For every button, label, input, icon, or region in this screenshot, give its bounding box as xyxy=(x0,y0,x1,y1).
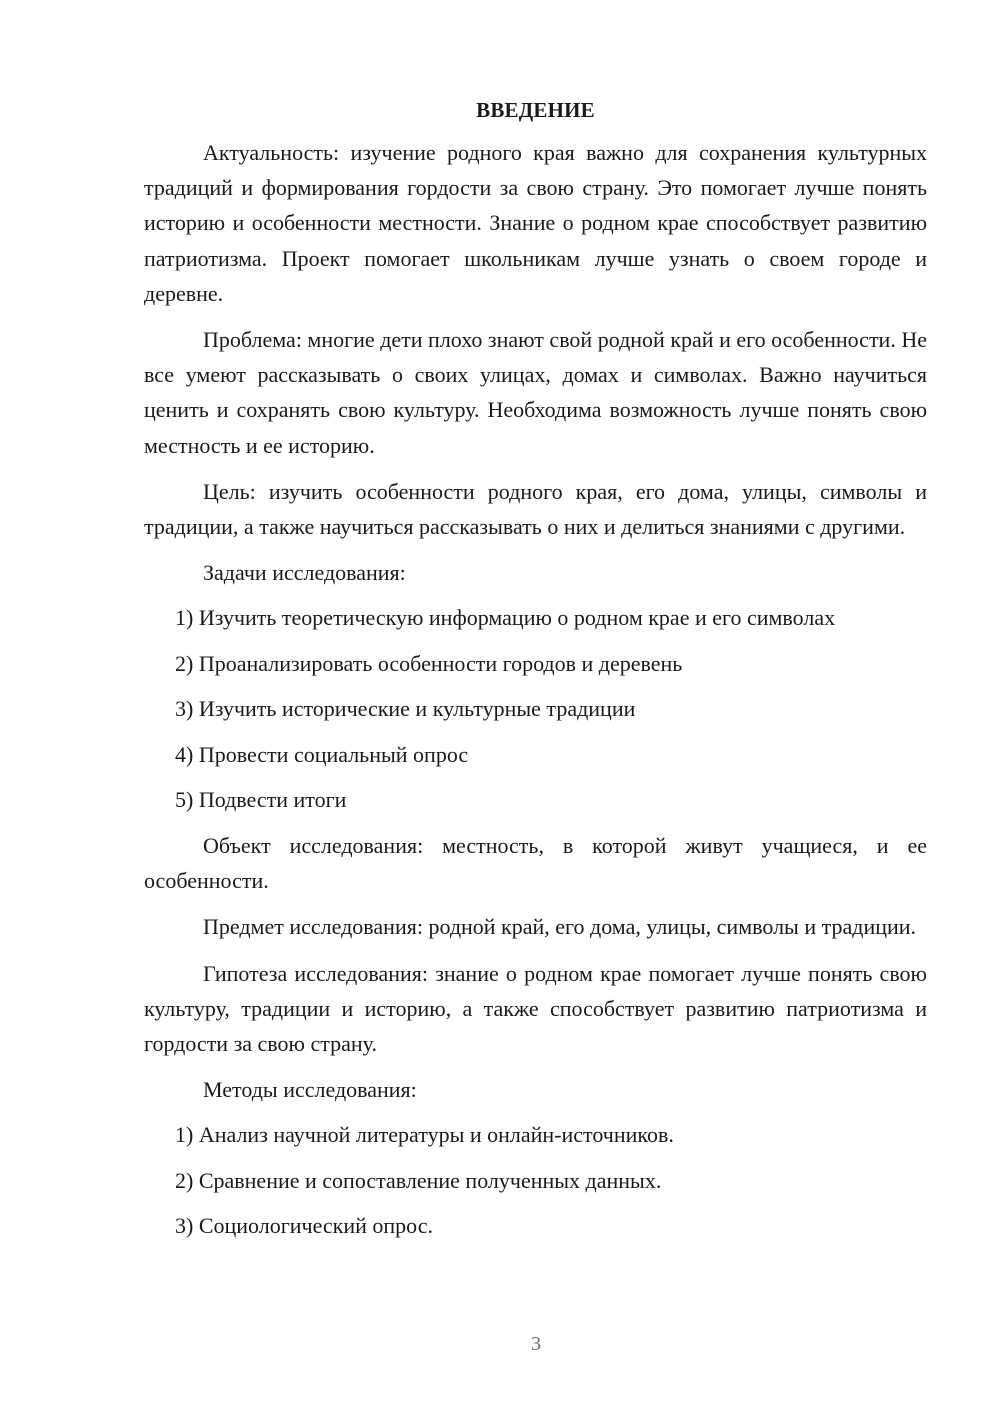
hypothesis-paragraph: Гипотеза исследования: знание о родном крае помогает лучше понять свою культуру, традиции и историю, а также способствует развитию патриотизма и гордости за свою страну. xyxy=(144,960,927,1056)
list-item: 4) Провести социальный опрос xyxy=(175,741,469,767)
page-number: 3 xyxy=(531,1333,541,1355)
problem-paragraph: Проблема: многие дети плохо знают свой родной край и его особенности. Не все умеют рассказывать о своих улицах, домах и символах. Важно научиться ценить и сохранять свою культуру. Необходима возможность лучше понять свою местность и ее историю. xyxy=(144,327,927,458)
list-item: 2) Сравнение и сопоставление полученных данных. xyxy=(175,1167,662,1193)
list-item: 5) Подвести итоги xyxy=(175,787,347,813)
relevance-paragraph: Актуальность: изучение родного края важно для сохранения культурных традиций и формирования гордости за свою страну. Это помогает лучше понять историю и особенности местности. Знание о родном крае способствует развитию патриотизма. Проект помогает школьникам лучше узнать о своем городе и деревне. xyxy=(144,140,927,306)
list-item: 1) Изучить теоретическую информацию о родном крае и его символах xyxy=(175,605,836,631)
tasks-list xyxy=(144,600,927,817)
list-item: 1) Анализ научной литературы и онлайн-источников. xyxy=(175,1122,674,1148)
list-item: 2) Проанализировать особенности городов и деревень xyxy=(175,650,683,676)
page-title: ВВЕДЕНИЕ xyxy=(476,98,595,122)
methods-heading: Методы исследования: xyxy=(203,1077,417,1103)
list-item: 3) Изучить исторические и культурные традиции xyxy=(175,696,636,722)
list-item: 3) Социологический опрос. xyxy=(175,1213,433,1239)
object-paragraph: Объект исследования: местность, в которой живут учащиеся, и ее особенности. xyxy=(144,832,927,894)
methods-list xyxy=(144,1117,927,1243)
goal-paragraph: Цель: изучить особенности родного края, его дома, улицы, символы и традиции, а также научиться рассказывать о них и делиться знаниями с другими. xyxy=(144,478,927,540)
document-page xyxy=(144,95,927,1254)
tasks-heading: Задачи исследования: xyxy=(203,560,406,586)
subject-paragraph: Предмет исследования: родной край, его дома, улицы, символы и традиции. xyxy=(203,914,917,940)
